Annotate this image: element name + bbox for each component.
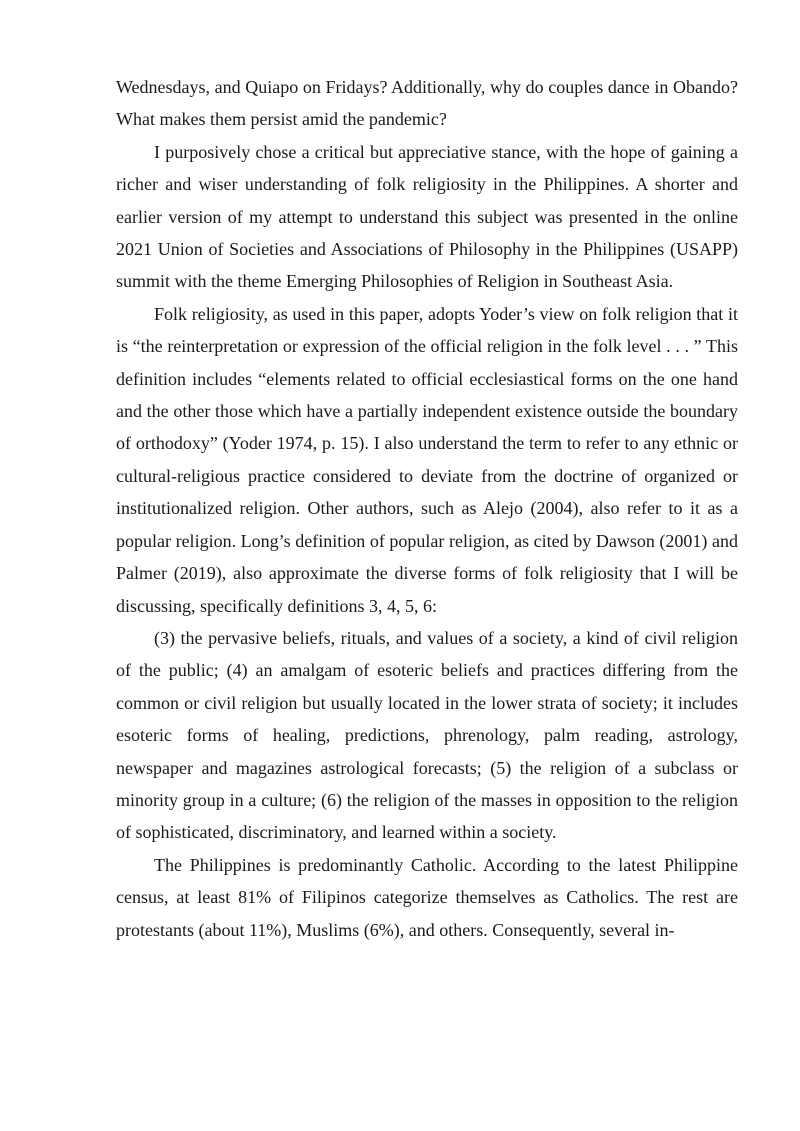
paragraph-definition: Folk religiosity, as used in this paper, adopts Yoder’s view on folk religion that it is “the reinterpretation or expression of the official religion in the folk level . . . ” This definition includes “elements related to official ecclesiastical forms on the one hand and the other those which have a partially independent existence outside the boundary of orthodoxy” (Yoder 1974, p. 15). I also understand the term to refer to any ethnic or cultural-religious practice considered to deviate from the doctrine of organized or institutionalized religion. Other authors, such as Alejo (2004), also refer to it as a popular religion. Long’s definition of popular religion, as cited by Dawson (2001) and Palmer (2019), also approximate the diverse forms of folk religiosity that I will be discussing, specifically definitions 3, 4, 5, 6: [116, 303, 738, 616]
paragraph-stance: I purposively chose a critical but appreciative stance, with the hope of gaining a richer and wiser understanding of folk religiosity in the Philippines. A shorter and earlier version of my attempt to understand this subject was presented in the online 2021 Union of Societies and Associations of Philosophy in the Philippines (USAPP) summit with the theme Emerging Philosophies of Religion in Southeast Asia. [116, 141, 738, 292]
paragraph-continuation: Wednesdays, and Quiapo on Fridays? Additionally, why do couples dance in Obando? What makes them persist amid the pandemic? [116, 77, 738, 130]
block-quote-definitions: (3) the pervasive beliefs, rituals, and values of a society, a kind of civil religion of the public; (4) an amalgam of esoteric beliefs and practices differing from the common or civil religion but usually located in the lower strata of society; it includes esoteric forms of healing, predictions, phrenology, palm reading, astrology, newspaper and magazines astrological forecasts; (5) the religion of a subclass or minority group in a culture; (6) the religion of the masses in opposition to the religion of sophisticated, discriminatory, and learned within a society. [116, 627, 738, 843]
paragraph-census: The Philippines is predominantly Catholic. According to the latest Philippine census, at least 81% of Filipinos categorize themselves as Catholics. The rest are protestants (about 11%), Muslims (6%), and others. Consequently, several in- [116, 854, 738, 940]
page-body [116, 71, 738, 946]
